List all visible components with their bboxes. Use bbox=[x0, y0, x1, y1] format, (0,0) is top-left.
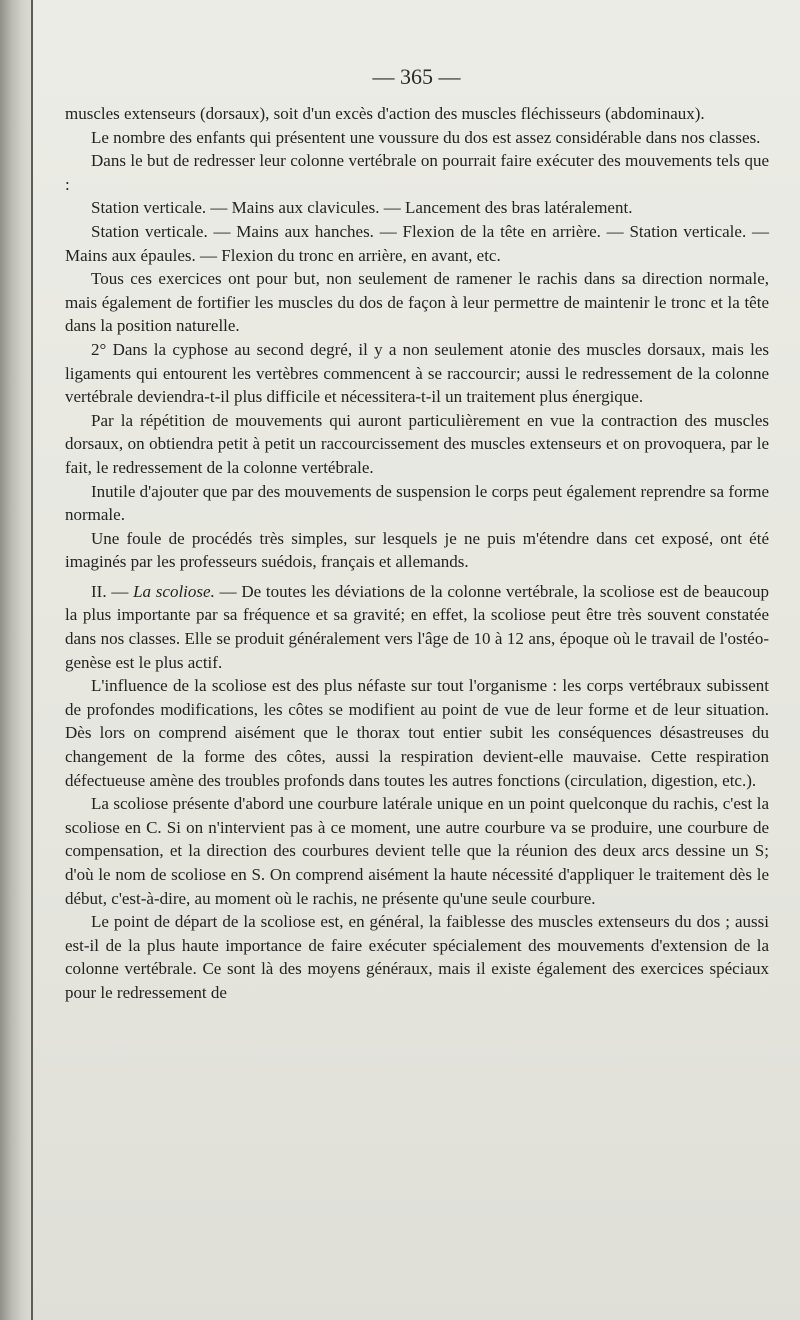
section-paragraph bbox=[65, 580, 769, 674]
page-body bbox=[65, 102, 769, 1005]
paragraph: Par la répétition de mouvements qui auront particulièrement en vue la contraction des muscles dorsaux, on obtiendra petit à petit un raccourcissement des muscles extenseurs et on provoquera, par le fait, le redressement de la colonne vertébrale. bbox=[65, 410, 769, 477]
paragraph: La scoliose présente d'abord une courbure latérale unique en un point quelconque du rachis, c'est la scoliose en C. Si on n'intervient pas à ce moment, une autre courbure va se produire, une courbure de compensation, et la direction des courbures devient telle que la réunion des deux arcs dessine un S; d'où le nom de scoliose en S. On comprend aisément la haute nécessité d'appliquer le traitement dès le début, c'est-à-dire, au moment où le rachis, ne présente qu'une seule courbure. bbox=[65, 794, 769, 908]
section-title: La scoliose. bbox=[133, 581, 215, 601]
paragraph: Station verticale. — Mains aux hanches. — Flexion de la tête en arrière. — Station verticale. — Mains aux épaules. — Flexion du tronc en arrière, en avant, etc. bbox=[65, 221, 769, 265]
paragraph: muscles extenseurs (dorsaux), soit d'un excès d'action des muscles fléchisseurs (abdominaux). bbox=[65, 104, 705, 123]
section-text: — De toutes les déviations de la colonne vertébrale, la scoliose est de beaucoup la plus importante par sa fréquence et sa gravité; en effet, la scoliose peut être très souvent constatée dans nos classes. Elle se produit généralement vers l'âge de 10 à 12 ans, époque où le travail de l'ostéo-genèse est le plus actif. bbox=[65, 581, 770, 672]
page-number: — 365 — bbox=[372, 64, 461, 89]
paragraph: Inutile d'ajouter que par des mouvements de suspension le corps peut également reprendre sa forme normale. bbox=[65, 481, 769, 525]
section-number: II. — bbox=[91, 581, 134, 601]
book-binding-shadow bbox=[0, 0, 32, 1320]
paragraph: Station verticale. — Mains aux clavicules. — Lancement des bras latéralement. bbox=[91, 198, 633, 218]
paragraph: 2° Dans la cyphose au second degré, il y a non seulement atonie des muscles dorsaux, mais les ligaments qui entourent les vertèbres commencent à se raccourcir; aussi le redressement de la colonne vertébrale deviendra-t-il plus difficile et nécessitera-t-il un traitement plus énergique. bbox=[65, 339, 769, 407]
book-page bbox=[33, 0, 800, 1320]
paragraph: Le point de départ de la scoliose est, en général, la faiblesse des muscles extenseurs du dos ; aussi est-il de la plus haute importance de faire exécuter spécialement des mouvements d'extension de la colonne vertébrale. Ce sont là des moyens généraux, mais il existe également des exercices spéciaux pour le redressement de bbox=[65, 912, 769, 1002]
paragraph: L'influence de la scoliose est des plus néfaste sur tout l'organisme : les corps vertébraux subissent de profondes modifications, les côtes se modifient au point de vue de leur forme et de leur situation. Dès lors on comprend aisément que le thorax tout entier subit les conséquences désastreuses du changement de la forme des côtes, aussi la respiration devient-elle mauvaise. Cette respiration défectueuse amène des troubles profonds dans toutes les autres fonctions (circulation, digestion, etc.). bbox=[65, 676, 769, 790]
paragraph: Dans le but de redresser leur colonne vertébrale on pourrait faire exécuter des mouvements tels que : bbox=[65, 151, 769, 194]
paragraph: Le nombre des enfants qui présentent une voussure du dos est assez considérable dans nos classes. bbox=[91, 127, 761, 147]
paragraph: Tous ces exercices ont pour but, non seulement de ramener le rachis dans sa direction normale, mais également de fortifier les muscles du dos de façon à leur permettre de maintenir le tronc et la tête dans la position naturelle. bbox=[65, 269, 769, 336]
paragraph: Une foule de procédés très simples, sur lesquels je ne puis m'étendre dans cet exposé, ont été imaginés par les professeurs suédois, français et allemands. bbox=[65, 528, 769, 572]
